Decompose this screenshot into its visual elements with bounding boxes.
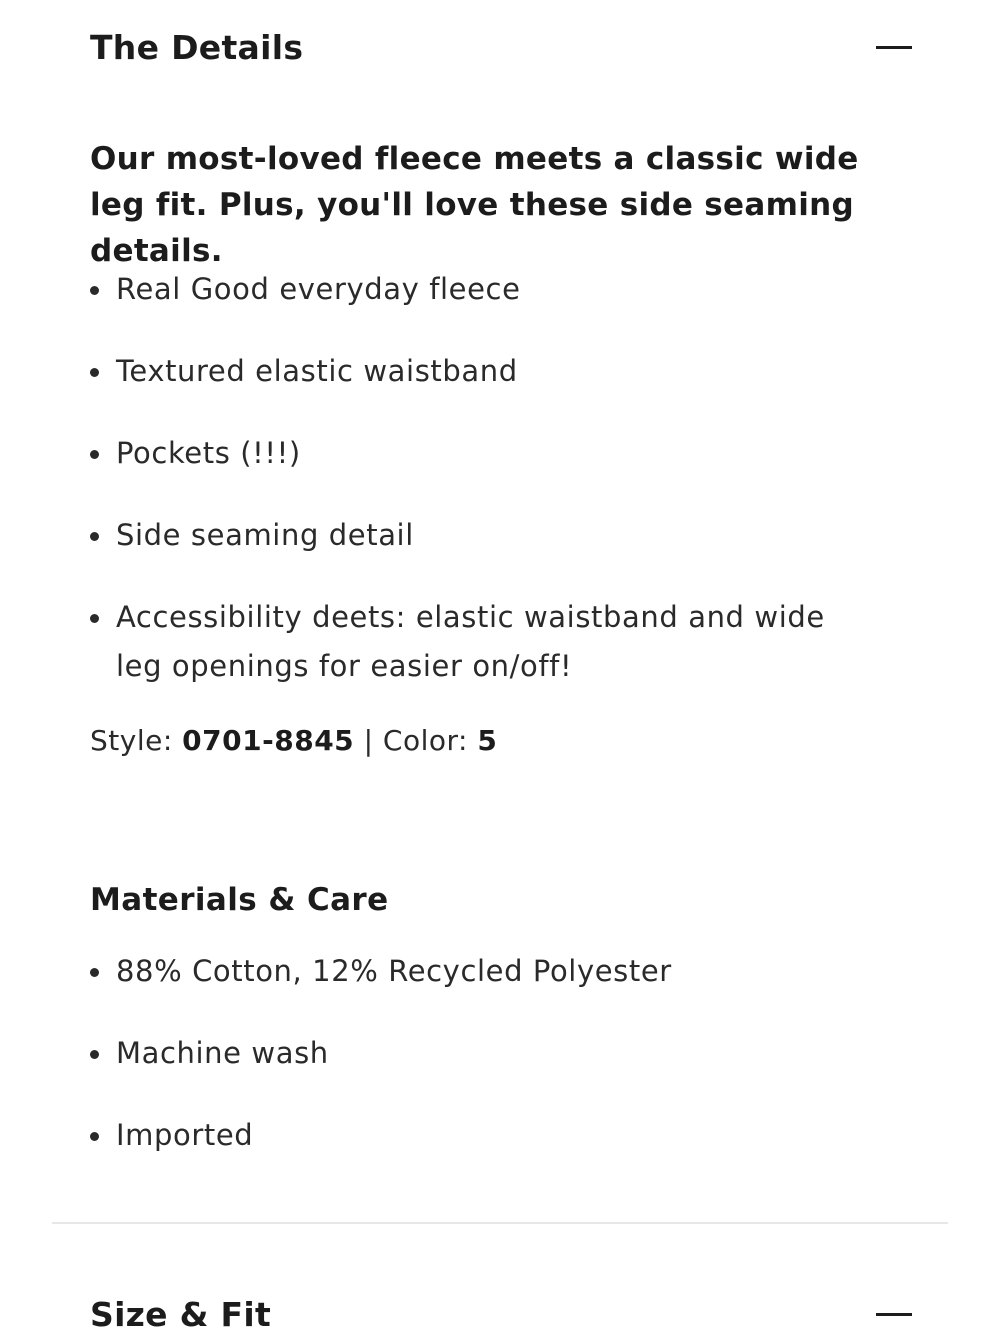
- bullet-icon: [90, 968, 99, 977]
- bullet-icon: [90, 532, 99, 541]
- color-label: Color:: [382, 724, 468, 757]
- bullet-icon: [90, 286, 99, 295]
- bullet-icon: [90, 368, 99, 377]
- list-item: [90, 347, 850, 396]
- minus-icon[interactable]: [876, 1313, 912, 1316]
- style-color-info: [90, 724, 497, 757]
- product-description: Our most-loved fleece meets a classic wide leg fit. Plus, you'll love these side seaming details.: [90, 141, 859, 269]
- feature-text: Accessibility deets: elastic waistband and wide leg openings for easier on/off!: [116, 600, 825, 683]
- list-item: [90, 511, 850, 560]
- list-item: [90, 1111, 850, 1160]
- size-fit-section-header[interactable]: [90, 1295, 912, 1334]
- bullet-icon: [90, 1050, 99, 1059]
- size-fit-section-title: Size & Fit: [90, 1295, 272, 1334]
- material-text: Machine wash: [116, 1036, 329, 1070]
- list-item: [90, 593, 850, 691]
- separator: |: [363, 724, 374, 757]
- material-text: 88% Cotton, 12% Recycled Polyester: [116, 954, 672, 988]
- section-divider: [52, 1222, 948, 1224]
- list-item: [90, 1029, 850, 1078]
- materials-list: [90, 947, 850, 1160]
- features-list: [90, 265, 850, 691]
- materials-care-heading: Materials & Care: [90, 882, 389, 918]
- details-section-title: The Details: [90, 28, 304, 67]
- color-value: 5: [477, 724, 498, 757]
- minus-icon[interactable]: [876, 46, 912, 49]
- details-section-header[interactable]: [90, 28, 912, 67]
- style-number: 0701-8845: [182, 724, 355, 757]
- list-item: [90, 947, 850, 996]
- material-text: Imported: [116, 1118, 254, 1152]
- bullet-icon: [90, 614, 99, 623]
- bullet-icon: [90, 450, 99, 459]
- feature-text: Side seaming detail: [116, 518, 414, 552]
- list-item: [90, 429, 850, 478]
- style-label: Style:: [90, 724, 173, 757]
- feature-text: Pockets (!!!): [116, 436, 301, 470]
- feature-text: Textured elastic waistband: [116, 354, 518, 388]
- feature-text: Real Good everyday fleece: [116, 272, 521, 306]
- bullet-icon: [90, 1132, 99, 1141]
- list-item: [90, 265, 850, 314]
